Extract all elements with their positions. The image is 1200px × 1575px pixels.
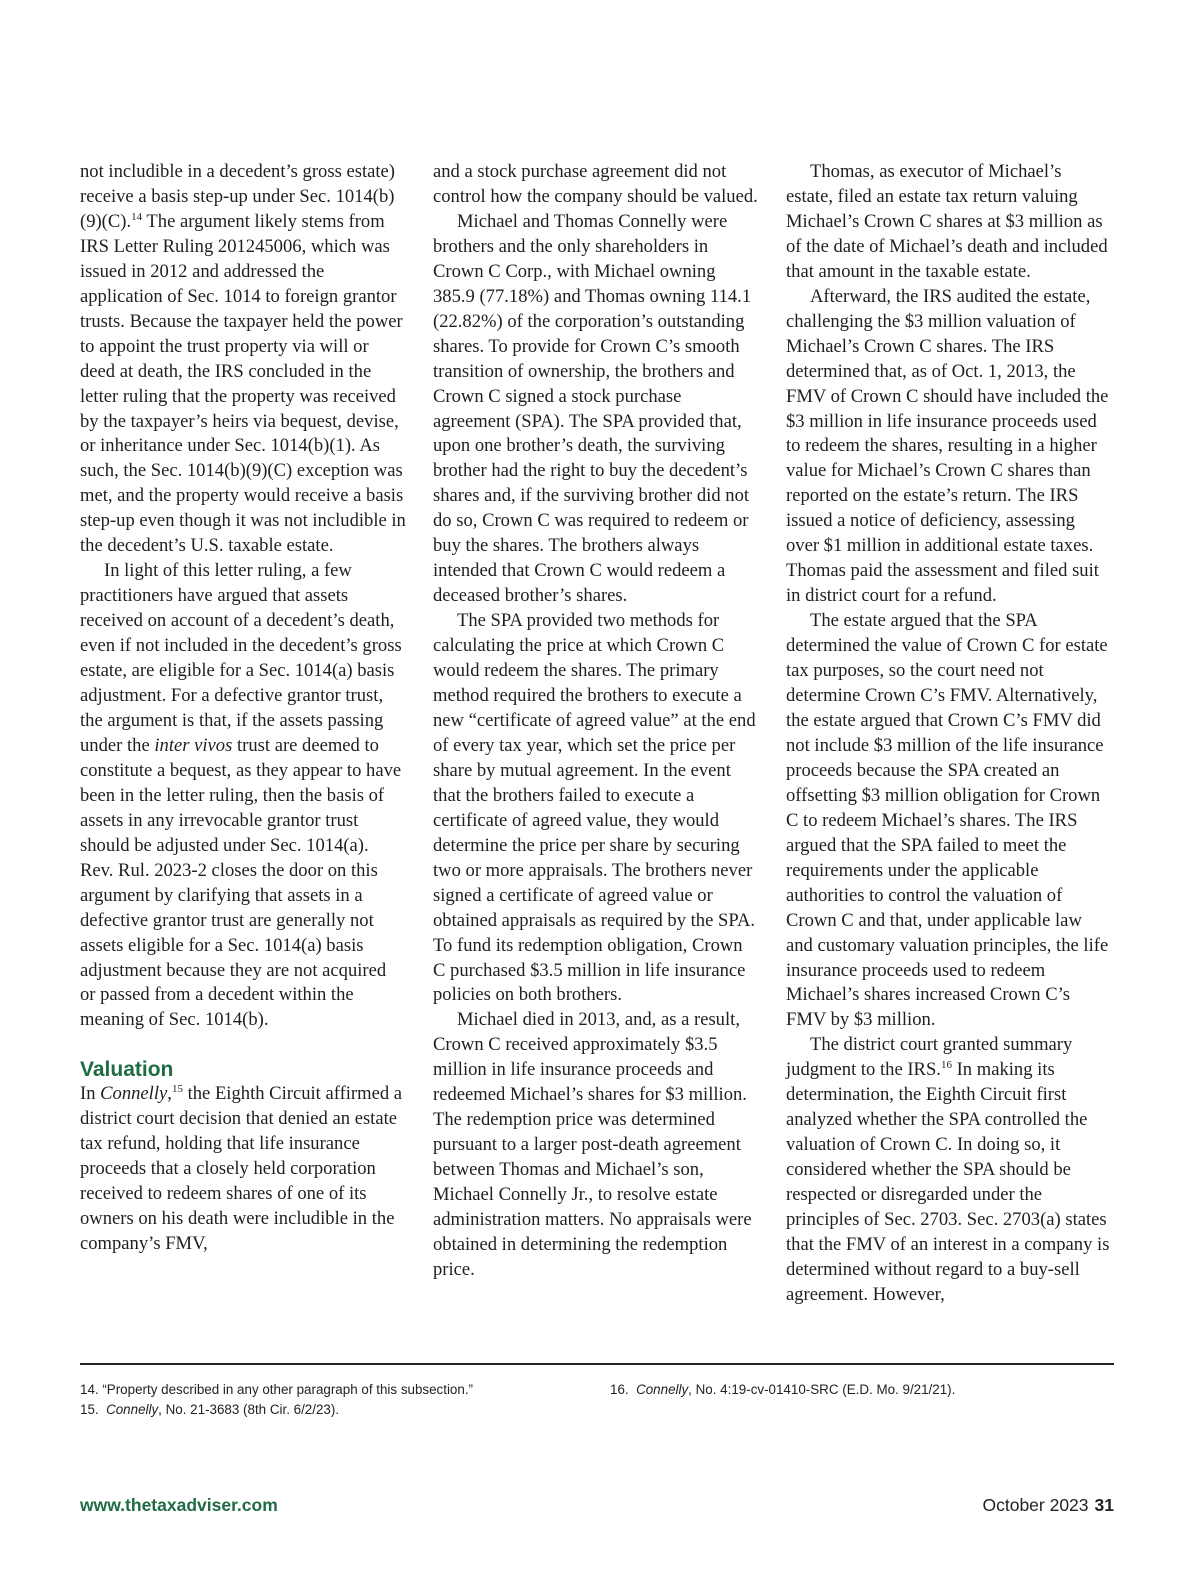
footnote-ref-14[interactable]: 14 xyxy=(131,210,143,223)
footnote-15: 15. Connelly, No. 21-3683 (8th Cir. 6/2/23). xyxy=(80,1402,340,1417)
article-column-2 xyxy=(433,160,759,1283)
paragraph: Michael and Thomas Connelly were brothers and the only shareholders in Crown C Corp., with Michael owning 385.9 (77.18%) and Thomas owning 114.1 (22.82%) of the corporation’s outstanding shares. To provide for Crown C’s smooth transition of ownership, the brothers and Crown C signed a stock purchase agreement (SPA). The SPA provided that, upon one brother’s death, the surviving brother had the right to buy the decedent’s shares and, if the surviving brother did not do so, Crown C was required to redeem or buy the shares. The brothers always intended that Crown C would redeem a deceased brother’s shares. xyxy=(433,210,752,607)
paragraph: not includible in a decedent’s gross estate) receive a basis step-up under Sec. 1014(b)(9)(C).$^{14}$ The argument likely stems from IRS Letter Ruling 201245006, which was issued in 2012 and addressed the application of Sec. 1014 to foreign grantor trusts. Because the taxpayer held the power to appoint the trust property via will or deed at death, the IRS concluded in the letter ruling that the property was received by the taxpayer’s heirs via bequest, devise, or inheritance under Sec. 1014(b)(1). As such, the Sec. 1014(b)(9)(C) exception was met, and the property would receive a basis step-up even though it was not includible in the decedent’s U.S. taxable estate. xyxy=(80,161,406,557)
paragraph: Afterward, the IRS audited the estate, challenging the $3 million valuation of Michael’s Crown C shares. The IRS determined that, as of Oct. 1, 2013, the FMV of Crown C should have included the $3 million in life insurance proceeds used to redeem the shares, resulting in a higher value for Michael’s Crown C shares than reported on the estate’s return. The IRS issued a notice of deficiency, assessing over $1 million in additional estate taxes. Thomas paid the assessment and filed suit in district court for a refund. xyxy=(786,285,1109,607)
paragraph: In light of this letter ruling, a few practitioners have argued that assets received on account of a decedent’s death, even if not included in the decedent’s gross estate, are eligible for a Sec. 1014(a) basis adjustment. For a defective grantor trust, the argument is that, if the assets passing under the inter vivos trust are deemed to constitute a bequest, as they appear to have been in the letter ruling, then the basis of assets in any irrevocable grantor trust should be adjusted under Sec. 1014(a). Rev. Rul. 2023-2 closes the door on this argument by clarifying that assets in a defective grantor trust are generally not assets eligible for a Sec. 1014(a) basis adjustment because they are not acquired or passed from a decedent within the meaning of Sec. 1014(b). xyxy=(80,560,402,1031)
footnote-ref-16[interactable]: 16 xyxy=(940,1059,952,1072)
paragraph: and a stock purchase agreement did not control how the company should be valued. xyxy=(433,161,758,207)
paragraph: Michael died in 2013, and, as a result, Crown C received approximately $3.5 million in life insurance proceeds and redeemed Michael’s shares for $3 million. The redemption price was determined pursuant to a larger post-death agreement between Thomas and Michael’s son, Michael Connelly Jr., to resolve estate administration matters. No appraisals were obtained in determining the redemption price. xyxy=(433,1009,752,1280)
footnote-16: 16. Connelly, No. 4:19-cv-01410-SRC (E.D. Mo. 9/21/21). xyxy=(610,1382,956,1397)
issue-date: October 2023 xyxy=(982,1495,1089,1515)
footnote-14: 14. “Property described in any other paragraph of this subsection.” xyxy=(80,1382,474,1397)
footnote-ref-15[interactable]: 15 xyxy=(171,1083,183,1096)
paragraph: The SPA provided two methods for calculating the price at which Crown C would redeem the shares. The primary method required the brothers to execute a new “certificate of agreed value” at the end of every tax year, which set the price per share by mutual agreement. In the event that the brothers failed to execute a certificate of agreed value, they would determine the price per share by securing two or more appraisals. The brothers never signed a certificate of agreed value or obtained appraisals as required by the SPA. To fund its redemption obligation, Crown C purchased $3.5 million in life insurance policies on both brothers. xyxy=(433,610,756,1006)
page-number: 31 xyxy=(1094,1495,1114,1515)
paragraph: The estate argued that the SPA determined the value of Crown C for estate tax purposes, so the court need not determine Crown C’s FMV. Alternatively, the estate argued that Crown C’s FMV did not include $3 million of the life insurance proceeds because the SPA created an offsetting $3 million obligation for Crown C to redeem Michael’s shares. The IRS argued that the SPA failed to meet the requirements under the applicable authorities to control the valuation of Crown C and that, under applicable law and customary valuation principles, the life insurance proceeds used to redeem Michael’s shares increased Crown C’s FMV by $3 million. xyxy=(786,610,1109,1031)
section-heading: Valuation xyxy=(80,1058,174,1082)
paragraph: In Connelly,$^{15}$ the Eighth Circuit affirmed a district court decision that denied an estate tax refund, holding that life insurance proceeds that a closely held corporation received to redeem shares of one of its owners on his death were includible in the company’s FMV, xyxy=(80,1083,403,1255)
website-link[interactable]: www.thetaxadviser.com xyxy=(80,1495,278,1515)
paragraph: Thomas, as executor of Michael’s estate, filed an estate tax return valuing Michael’s Crown C shares at $3 million as of the date of Michael’s death and included that amount in the taxable estate. xyxy=(786,161,1108,282)
footnote-divider xyxy=(80,1363,1114,1365)
page-footer xyxy=(982,1495,1114,1516)
article-column-3 xyxy=(786,160,1112,1308)
paragraph: The district court granted summary judgment to the IRS.$^{16}$ In making its determination, the Eighth Circuit first analyzed whether the SPA controlled the valuation of Crown C. In doing so, it considered whether the SPA should be respected or disregarded under the principles of Sec. 2703. Sec. 2703(a) states that the FMV of an interest in a company is determined without regard to a buy-sell agreement. However, xyxy=(786,1034,1110,1305)
article-column-1 xyxy=(80,160,406,1257)
